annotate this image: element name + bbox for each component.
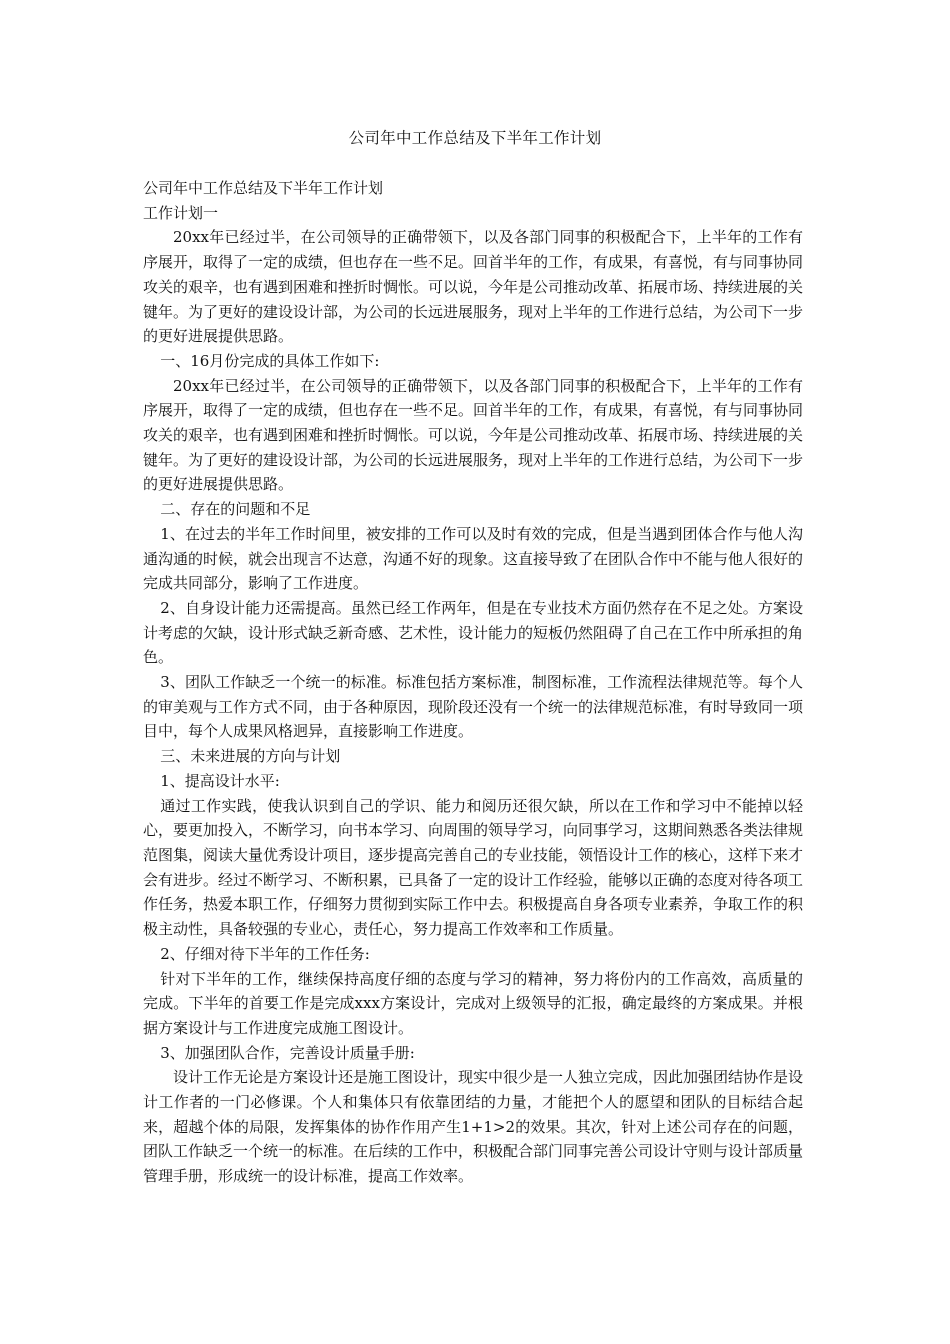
paragraph: 针对下半年的工作，继续保持高度仔细的态度与学习的精神，努力将份内的工作高效，高质量的完成。下半年的首要工作是完成xxx方案设计，完成对上级领导的汇报，确定最终的方案成果。并根据方案设计与工作进度完成施工图设计。 <box>143 969 803 1037</box>
paragraph: 设计工作无论是方案设计还是施工图设计，现实中很少是一人独立完成，因此加强团结协作是设计工作者的一门必修课。个人和集体只有依靠团结的力量，才能把个人的愿望和团队的目标结合起来，超越个体的局限，发挥集体的协作作用产生1+1>2的效果。其次，针对上述公司存在的问题，团队工作缺乏一个统一的标准。在后续的工作中，积极配合部门同事完善公司设计守则与设计部质量管理手册，形成统一的设计标准，提高工作效率。 <box>143 1068 804 1186</box>
document-body <box>143 176 803 1189</box>
section-heading-3: 三、未来进展的方向与计划 <box>160 747 341 766</box>
document-title: 公司年中工作总结及下半年工作计划 <box>348 129 602 147</box>
section-heading-2: 二、存在的问题和不足 <box>160 500 311 519</box>
paragraph-subheading: 工作计划一 <box>143 203 219 222</box>
paragraph: 20xx年已经过半，在公司领导的正确带领下，以及各部门同事的积极配合下，上半年的工作有序展开，取得了一定的成绩，但也存在一些不足。回首半年的工作，有成果，有喜悦，有与同事协同攻关的艰辛，也有遇到困难和挫折时惆怅。可以说，今年是公司推动改革、拓展市场、持续进展的关键年。为了更好的建设设计部，为公司的长远进展服务，现对上半年的工作进行总结，为公司下一步的更好进展提供思路。 <box>143 376 804 494</box>
paragraph: 2、自身设计能力还需提高。虽然已经工作两年，但是在专业技术方面仍然存在不足之处。方案设计考虑的欠缺，设计形式缺乏新奇感、艺术性，设计能力的短板仍然阻碍了自己在工作中所承担的角色。 <box>143 598 804 667</box>
item-heading: 2、仔细对待下半年的工作任务: <box>160 944 370 963</box>
item-heading: 3、加强团队合作，完善设计质量手册: <box>160 1043 415 1062</box>
paragraph: 通过工作实践，使我认识到自己的学识、能力和阅历还很欠缺，所以在工作和学习中不能掉以轻心，要更加投入，不断学习，向书本学习、向周围的领导学习，向同事学习，这期间熟悉各类法律规范图集，阅读大量优秀设计项目，逐步提高完善自己的专业技能，领悟设计工作的核心，这样下来才会有进步。经过不断学习、不断积累，已具备了一定的设计工作经验，能够以正确的态度对待各项工作任务，热爱本职工作，仔细努力贯彻到实际工作中去。积极提高自身各项专业素养，争取工作的积极主动性，具备较强的专业心，责任心，努力提高工作效率和工作质量。 <box>143 796 804 939</box>
item-heading: 1、提高设计水平: <box>160 771 280 790</box>
paragraph: 20xx年已经过半，在公司领导的正确带领下，以及各部门同事的积极配合下，上半年的工作有序展开，取得了一定的成绩，但也存在一些不足。回首半年的工作，有成果，有喜悦，有与同事协同攻关的艰辛，也有遇到困难和挫折时惆怅。可以说，今年是公司推动改革、拓展市场、持续进展的关键年。为了更好的建设设计部，为公司的长远进展服务，现对上半年的工作进行总结，为公司下一步的更好进展提供思路。 <box>143 228 804 346</box>
paragraph: 3、团队工作缺乏一个统一的标准。标准包括方案标准，制图标准，工作流程法律规范等。每个人的审美观与工作方式不同，由于各种原因，现阶段还没有一个统一的法律规范标准，有时导致同一项目中，每个人成果风格迥异，直接影响工作进度。 <box>143 673 804 741</box>
section-heading-1: 一、16月份完成的具体工作如下: <box>160 351 380 370</box>
paragraph-heading: 公司年中工作总结及下半年工作计划 <box>143 179 384 197</box>
paragraph: 1、在过去的半年工作时间里，被安排的工作可以及时有效的完成，但是当遇到团体合作与他人沟通沟通的时候，就会出现言不达意，沟通不好的现象。这直接导致了在团队合作中不能与他人很好的完成共同部分，影响了工作进度。 <box>143 524 804 593</box>
